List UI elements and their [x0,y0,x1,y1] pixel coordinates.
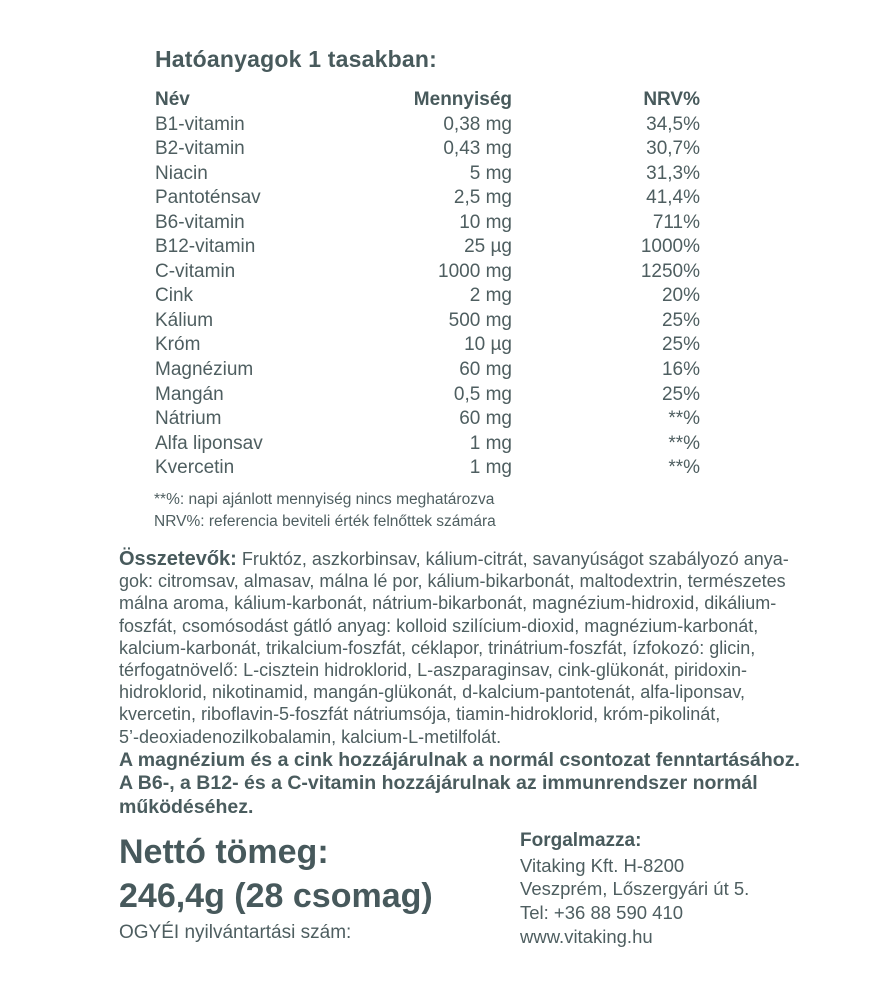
nutrient-name: Cink [155,285,194,307]
net-weight-value: 246,4g (28 csomag) [119,876,433,915]
nutrient-nrv: **% [668,408,700,430]
nutrient-name: Pantoténsav [155,187,261,209]
nutrient-quantity: 25 µg [464,236,512,258]
table-row [155,333,700,358]
nutrient-quantity: 1 mg [469,432,512,454]
nutrient-name: Magnézium [155,359,254,381]
table-row [155,162,700,187]
table-row [155,186,700,211]
ingredients-line: kvercetin, riboflavin-5-foszfát nátriumsója, tiamin-hidroklorid, króm-pikolinát, [119,704,721,725]
table-row [155,407,700,432]
nutrient-quantity: 1 mg [469,457,512,479]
table-row [155,235,700,260]
distributor-block [520,829,749,948]
table-header-row [155,88,700,113]
table-row [155,383,700,408]
nutrient-nrv: 16% [661,359,700,381]
net-weight-block [119,831,433,918]
nutrient-name: Mangán [155,383,224,405]
table-row [155,113,700,138]
nutrient-name: Nátrium [155,408,222,430]
nutrient-quantity: 0,38 mg [443,113,512,135]
ingredients-first-line-text: Fruktóz, aszkorbinsav, kálium-citrát, savanyúságot szabályozó anya- [236,549,789,569]
nutrient-nrv: **% [668,432,700,454]
ingredients-line: kalcium-karbonát, trikalcium-foszfát, céklapor, trinátrium-foszfát, ízfokozó: glicin, [119,637,756,658]
nutrient-quantity: 10 mg [459,211,512,233]
nutrient-nrv: 41,4% [646,187,700,209]
distributor-line: Veszprém, Lőszergyári út 5. [520,878,750,900]
nutrient-name: Króm [155,334,201,356]
nutrient-nrv: 25% [661,334,700,356]
nutrient-quantity: 2,5 mg [453,187,512,209]
nutrient-nrv: 25% [661,383,700,405]
nutrient-quantity: 60 mg [459,359,512,381]
table-row [155,137,700,162]
ingredients-first-line [119,548,789,570]
distributor-line: www.vitaking.hu [520,925,653,947]
nutrient-nrv: 25% [661,309,700,331]
table-row [155,456,700,481]
ingredients-line: hidroklorid, nikotinamid, mangán-glükonát, d-kalcium-pantotenát, alfa-liponsav, [119,682,746,703]
nutrient-quantity: 0,5 mg [453,383,512,405]
nutrient-quantity: 1000 mg [438,260,512,282]
nutrient-name: Kálium [155,309,214,331]
ingredients-line: foszfát, csomósodást gátló anyag: kolloid szilícium-dioxid, magnézium-karbonát, [119,615,759,636]
nutrient-nrv: 30,7% [646,138,700,160]
nutrient-quantity: 500 mg [448,309,512,331]
table-header-name: Név [155,89,190,110]
ingredients-line: gok: citromsav, almasav, málna lé por, kálium-bikarbonát, maltodextrin, természetes [119,571,786,592]
table-header-quantity: Mennyiség [413,89,512,110]
nutrient-quantity: 10 µg [464,334,512,356]
nutrient-name: B12-vitamin [155,236,256,258]
table-row [155,432,700,457]
nutrient-name: Kvercetin [155,457,235,479]
nutrient-nrv: 20% [661,285,700,307]
nutrient-name: Alfa liponsav [155,432,263,454]
nutrient-table [155,88,700,481]
footnotes: **%: napi ajánlott mennyiség nincs meghatározva NRV%: referencia beviteli érték felnőttek számára [154,491,496,530]
distributor-line: Vitaking Kft. H-8200 [520,854,685,876]
nutrient-name: B6-vitamin [155,211,245,233]
registration-number-label: OGYÉI nyilvántartási szám: [119,922,352,943]
nutrient-quantity: 2 mg [469,285,512,307]
nutrient-nrv: 34,5% [646,113,700,135]
table-row [155,284,700,309]
table-row [155,260,700,285]
nutrient-nrv: **% [668,457,700,479]
nutrient-nrv: 1250% [640,260,700,282]
table-header-nrv: NRV% [643,89,700,110]
distributor-line: Tel: +36 88 590 410 [520,901,684,923]
nutrient-nrv: 31,3% [646,162,700,184]
ingredients-line: 5’-deoxiadenozilkobalamin, kalcium-L-metilfolát. [119,726,502,747]
nutrient-nrv: 1000% [640,236,700,258]
claims-paragraph: A magnézium és a cink hozzájárulnak a normál csontozat fenntartásához. A B6-, a B12- és a C-vitamin hozzájárulnak az immunrendszer normál működéséhez. [119,749,800,818]
distributor-heading: Forgalmazza: [520,830,642,851]
net-weight-label: Nettó tömeg: [119,833,329,871]
ingredients-label: Összetevők: [119,548,237,570]
table-row [155,309,700,334]
nutrient-name: C-vitamin [155,260,236,282]
nutrient-name: B1-vitamin [155,113,245,135]
page-title: Hatóanyagok 1 tasakban: [155,46,437,72]
ingredients-paragraph [119,548,789,748]
table-row [155,211,700,236]
table-row [155,358,700,383]
nutrient-name: Niacin [155,162,208,184]
nutrient-name: B2-vitamin [155,138,245,160]
ingredients-line: térfogatnövelő: L-cisztein hidroklorid, L-aszparaginsav, cink-glükonát, piridoxin- [119,660,747,681]
ingredients-line: málna aroma, kálium-karbonát, nátrium-bikarbonát, magnézium-hidroxid, dikálium- [119,593,777,614]
nutrient-quantity: 0,43 mg [443,138,512,160]
nutrient-quantity: 5 mg [469,162,512,184]
nutrient-nrv: 711% [652,211,700,233]
nutrient-quantity: 60 mg [459,408,512,430]
